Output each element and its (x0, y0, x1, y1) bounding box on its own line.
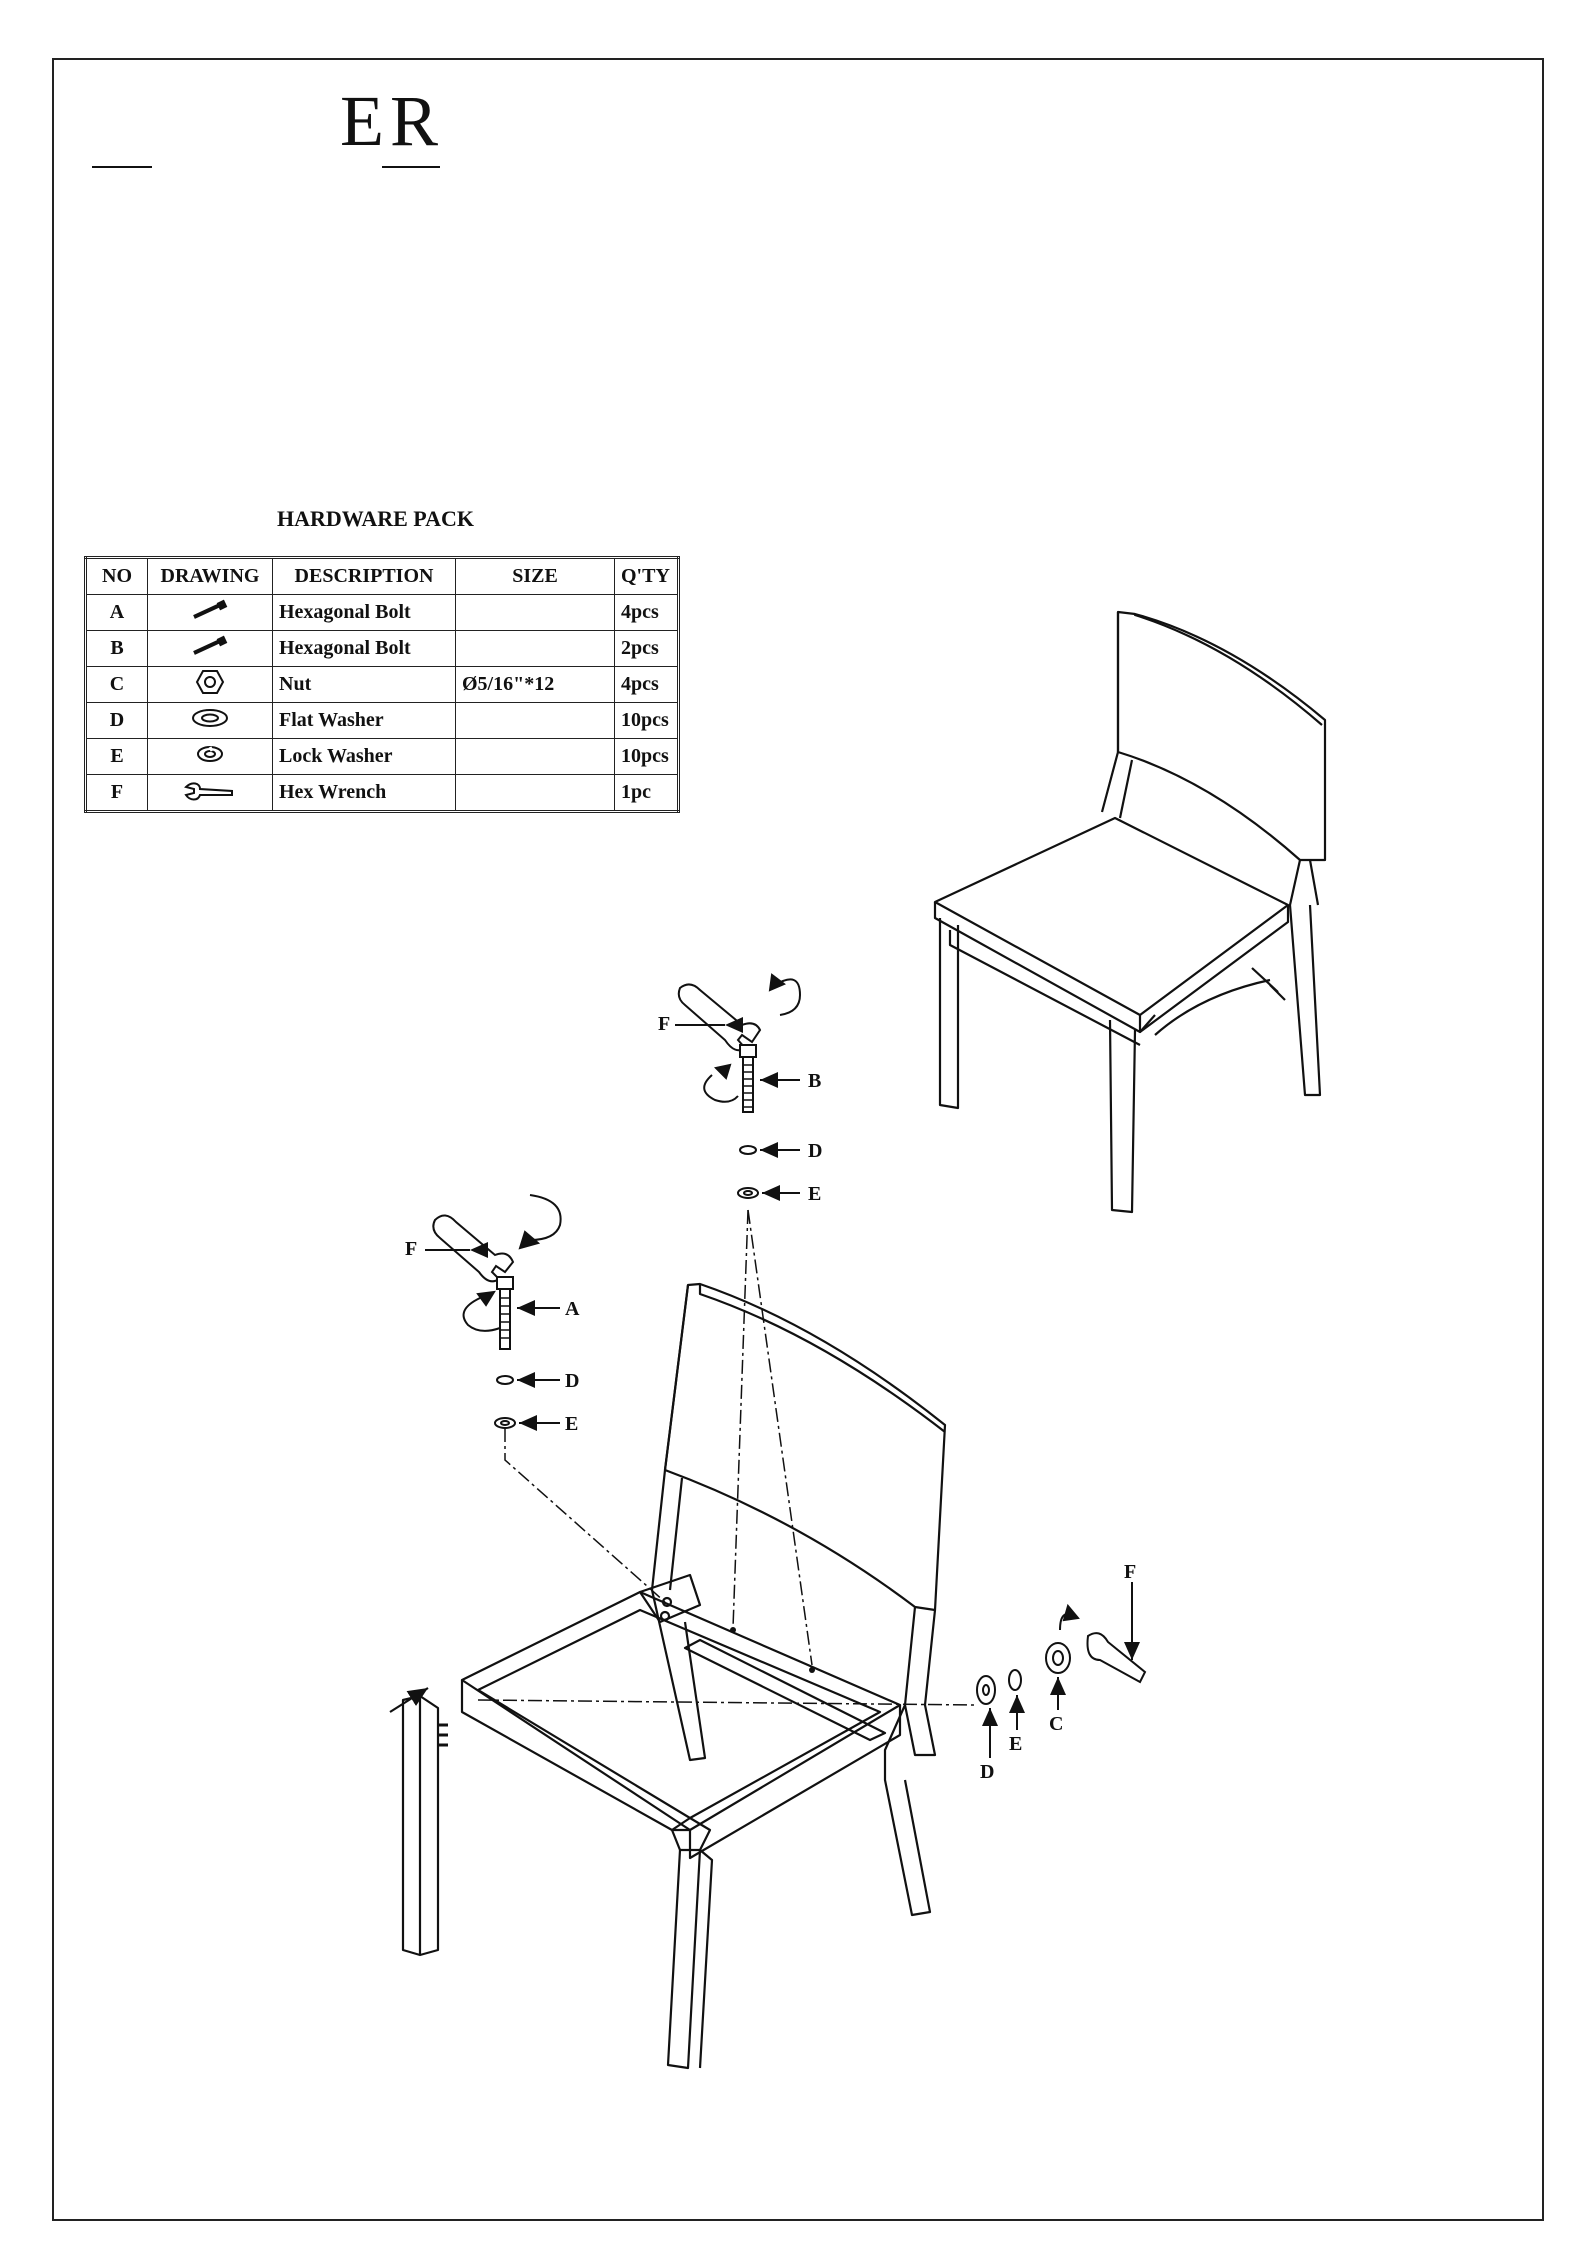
lock-washer-icon (497, 1376, 513, 1384)
bolt-hole-dot (730, 1627, 736, 1633)
row-no: F (86, 775, 148, 812)
row-qty: 2pcs (615, 631, 679, 667)
lock-washer-icon (740, 1146, 756, 1154)
row-no: B (86, 631, 148, 667)
nut-icon (1046, 1643, 1070, 1673)
lock-washer-icon (1009, 1670, 1021, 1690)
callout-label-a: A (565, 1298, 580, 1320)
row-size: Ø5/16"*12 (456, 667, 615, 703)
flat-washer-icon (738, 1188, 758, 1198)
col-header-drawing: DRAWING (148, 558, 273, 595)
callout-label-d: D (808, 1140, 823, 1162)
col-header-size: SIZE (456, 558, 615, 595)
row-no: D (86, 703, 148, 739)
hardware-stack-top (675, 975, 800, 1198)
row-description: Hexagonal Bolt (273, 595, 456, 631)
row-no: E (86, 739, 148, 775)
hardware-stack-left (425, 1195, 561, 1428)
col-header-no: NO (86, 558, 148, 595)
callout-label-d: D (565, 1370, 580, 1392)
callout-label-f: F (405, 1238, 418, 1260)
wrench-icon (679, 984, 760, 1050)
row-qty: 4pcs (615, 595, 679, 631)
assembled-chair-drawing (935, 612, 1325, 1212)
callout-label-b: B (808, 1070, 822, 1092)
row-description: Hex Wrench (273, 775, 456, 812)
row-description: Flat Washer (273, 703, 456, 739)
hardware-pack-title: HARDWARE PACK (277, 506, 474, 531)
row-qty: 1pc (615, 775, 679, 812)
wrench-icon (433, 1215, 513, 1281)
callout-label-e: E (1009, 1733, 1023, 1755)
row-qty: 4pcs (615, 667, 679, 703)
callout-label-e: E (565, 1413, 579, 1435)
callout-label-d: D (980, 1761, 995, 1783)
flat-washer-icon (495, 1418, 515, 1428)
row-no: C (86, 667, 148, 703)
callout-label-c: C (1049, 1713, 1064, 1735)
row-qty: 10pcs (615, 739, 679, 775)
col-header-description: DESCRIPTION (273, 558, 456, 595)
callout-label-f: F (658, 1013, 671, 1035)
callout-label-e: E (808, 1183, 822, 1205)
bolt-icon (740, 1045, 756, 1057)
brand-logo-text: ER (340, 81, 445, 161)
flat-washer-icon (977, 1676, 995, 1704)
row-description: Lock Washer (273, 739, 456, 775)
wrench-icon (1088, 1633, 1146, 1682)
bolt-icon (497, 1277, 513, 1289)
col-header-qty: Q'TY (615, 558, 679, 595)
row-description: Nut (273, 667, 456, 703)
bolt-hole-dot (809, 1667, 815, 1673)
row-no: A (86, 595, 148, 631)
row-qty: 10pcs (615, 703, 679, 739)
exploded-chair-drawing (390, 1284, 945, 2068)
callout-label-f: F (1124, 1561, 1137, 1583)
row-description: Hexagonal Bolt (273, 631, 456, 667)
